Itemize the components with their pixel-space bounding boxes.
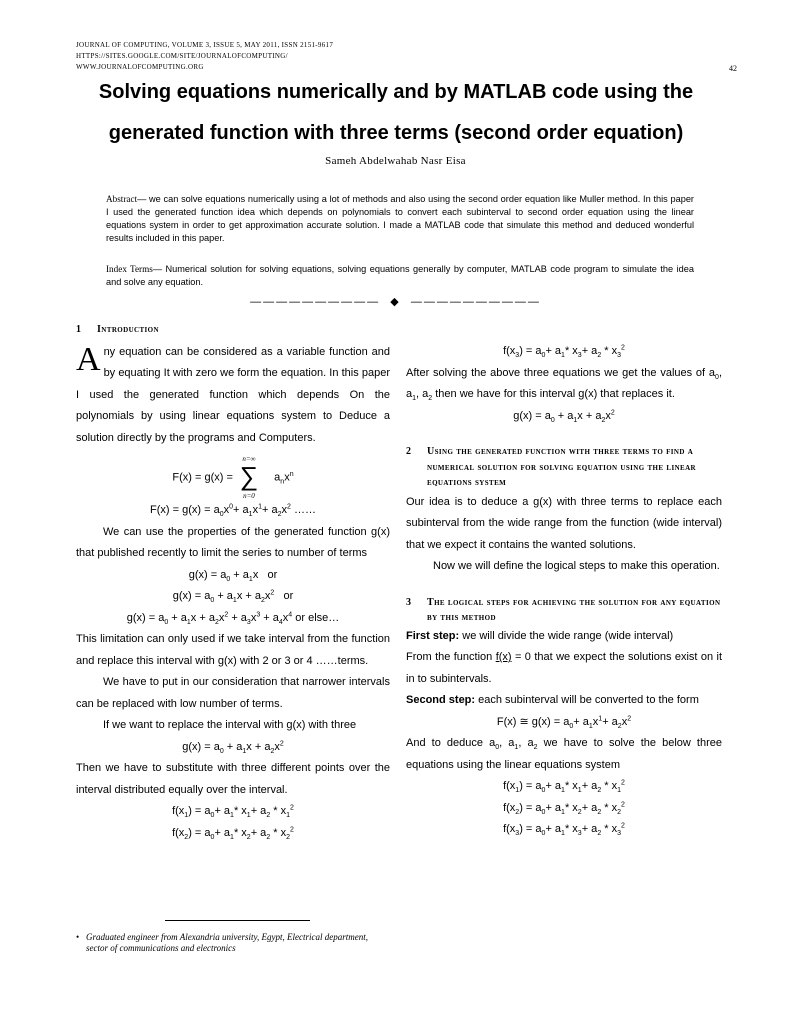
journal-header-line3: WWW.JOURNALOFCOMPUTING.ORG: [76, 63, 204, 71]
intro-paragraph: [76, 342, 390, 450]
footnote: [76, 932, 376, 954]
equation-r-fx1: $f(x_1) = a_0+ a_1*$ $x_1+ a_2 * x_1^2$: [503, 779, 625, 795]
sum-lower-limit: n=0: [243, 492, 255, 500]
first-step-text: we will divide the wide range (wide interval): [459, 629, 674, 642]
first-step-detail-a: From the function: [406, 651, 496, 663]
title-line-1: Solving equations numerically and by MATLAB code using the: [98, 81, 694, 103]
section-2-number: 2: [406, 446, 411, 457]
deduce-text-b: we have to solve the below three equations using the linear equations system: [406, 737, 722, 771]
second-step-text: each subinterval will be converted to the form: [475, 694, 699, 706]
paragraph-narrower: We have to put in our consideration that narrower intervals can be replaced with low number of terms.: [76, 676, 390, 710]
function-fx: f(x): [495, 651, 512, 663]
drop-cap: A: [76, 340, 101, 378]
equation-series: $F(x) = g(x) = a_0x^0+ a_1x^1+ a_2x^2$ ……: [150, 503, 316, 519]
separator-right: ——————————: [410, 296, 541, 308]
paragraph-after-solving: After solving the above three equations we get the values of $a_0$, $a_1$, $a_2$ then we have for this interval g(x) that replaces it.: [406, 366, 722, 403]
equation-g-three: $g(x) = a_0 + a_1x + a_2x^2$: [182, 739, 284, 755]
sigma-symbol: ∑: [239, 461, 259, 491]
eq-sum-rhs: a: [274, 471, 281, 484]
first-step: [406, 626, 722, 648]
abstract: [106, 193, 694, 245]
author-name: Sameh Abdelwahab Nasr Eisa: [325, 155, 466, 167]
after-solving-text-2: then we have for this interval g(x) that replaces it.: [432, 388, 675, 400]
sum-upper-limit: n=∞: [242, 455, 256, 463]
second-step: [406, 690, 722, 712]
equation-fx1: $f(x_1) = a_0+ a_1*$ $x_1+ a_2 * x_1^2$: [172, 804, 294, 820]
equation-approx: F(x) ≅ $g(x) = a_0+ a_1x^1+ a_2x^2$: [496, 714, 632, 730]
equation-r-fx2: $f(x_2) = a_0+ a_1*$ $x_2+ a_2 * x_2^2$: [503, 800, 625, 816]
section-3-title: The logical steps for achieving the solution for any equation by this method: [427, 596, 721, 623]
abstract-dash: —: [137, 194, 147, 204]
right-column: [406, 341, 722, 841]
summation-icon: [236, 455, 262, 500]
index-terms: [106, 263, 694, 289]
journal-header-line2: HTTPS://SITES.GOOGLE.COM/SITE/JOURNALOFCOMPUTING/: [76, 52, 288, 60]
diamond-icon: ◆: [390, 296, 401, 308]
equation-two-terms: $g(x) = a_0 + a_1x$ or: [188, 568, 278, 583]
footnote-text: Graduated engineer from Alexandria university, Egypt, Electrical department, sector of communications and electronics: [86, 932, 368, 953]
section-separator: [0, 295, 791, 308]
equation-r-fx3: $f(x_3) = a_0+ a_1*$ $x_3+ a_2 * x_3^2$: [503, 822, 625, 838]
paper-title: [60, 74, 732, 152]
title-line-2: generated function with three terms (second order equation): [108, 122, 684, 144]
paragraph-deduce: And to deduce $a_0$, $a_1$, $a_2$ we have to solve the below three equations using the linear equations system: [406, 737, 722, 771]
section-3-number: 3: [406, 596, 411, 608]
first-step-detail-b: = 0 that we expect the solutions exist on it in to subintervals.: [406, 651, 722, 685]
equation-sum: F(x) = g(x) = n=∞ ∑ n=0 $a_nx^n$: [172, 455, 294, 500]
index-terms-dash: —: [152, 264, 162, 274]
eq-sum-lhs: F(x) = g(x) =: [172, 471, 236, 484]
bullet-icon: •: [76, 932, 80, 942]
equation-three-terms: $g(x) = a_0 + a_1x + a_2x^2$ or: [172, 589, 294, 605]
left-column: [76, 322, 390, 844]
section-1-heading: [76, 322, 390, 338]
paragraph-idea: Our idea is to deduce a g(x) with three terms to replace each subinterval from the wide range from the function (wide interval) that we expect it contains the wanted solutions.: [406, 495, 722, 551]
paragraph-properties: We can use the properties of the generated function g(x) that published recently to limit the series to number of terms: [76, 525, 390, 559]
paragraph-substitute: Then we have to substitute with three different points over the interval distributed equally over the interval.: [76, 762, 390, 796]
abstract-text: we can solve equations numerically using a lot of methods and also using the second order equation like Muller method. In this paper I used the generated function idea which depends on polynomials to convert each subinterval to second order equation using the linear equations system in order to get approximation accurate solution. I made a MATLAB code that simulate this method and deduced wonderful results included in this paper.: [106, 194, 694, 243]
journal-header-line1: JOURNAL OF COMPUTING, VOLUME 3, ISSUE 5, MAY 2011, ISSN 2151-9617: [76, 41, 334, 49]
first-step-label: First step:: [406, 629, 460, 642]
page-number: 42: [729, 64, 737, 73]
paragraph-limitation: This limitation can only used if we take interval from the function and replace this interval with g(x) with 2 or 3 or 4 ……terms.: [76, 633, 390, 667]
deduce-text-a: And to deduce a: [406, 737, 496, 749]
equation-g-result: $g(x) = a_0 + a_1x + a_2x^2$: [513, 408, 615, 424]
first-step-detail: [406, 647, 722, 690]
index-terms-text: Numerical solution for solving equations, solving equations generally by computer, MATLAB code program to simulate the idea and solve any equation.: [106, 264, 694, 287]
separator-left: ——————————: [250, 296, 381, 308]
paragraph-replace: If we want to replace the interval with g(x) with three: [103, 719, 357, 731]
equation-five-terms: $g(x) = a_0 + a_1x + a_2x^2 + a_3x^3 + a_4x^4$ or else…: [126, 610, 340, 626]
index-terms-label: Index Terms: [106, 264, 153, 274]
footnote-rule: [165, 920, 310, 921]
section-1-title: Introduction: [97, 324, 159, 335]
section-1-number: 1: [76, 324, 81, 335]
equation-fx3-top: $f(x_3) = a_0+ a_1*$ $x_3+ a_2 * x_3^2$: [503, 344, 625, 360]
section-2-heading: [406, 444, 722, 491]
section-2-title: Using the generated function with three terms to find a numerical solution for solving equation using the linear equations system: [427, 446, 696, 488]
intro-text: ny equation can be considered as a variable function and by equating It with zero we form the equation. In this paper I used the generated function which depends On the polynomials by using linear equations system to Deduce a solution directly by the programs and Computers.: [76, 345, 390, 444]
paragraph-define-steps: Now we will define the logical steps to make this operation.: [433, 560, 720, 572]
after-solving-text: After solving the above three equations we get the values of a: [406, 366, 716, 379]
equation-fx2: $f(x_2) = a_0+ a_1*$ $x_2+ a_2 * x_2^2$: [172, 825, 294, 841]
abstract-label: Abstract: [106, 194, 138, 204]
second-step-label: Second step:: [406, 694, 476, 706]
section-3-heading: [406, 595, 722, 626]
